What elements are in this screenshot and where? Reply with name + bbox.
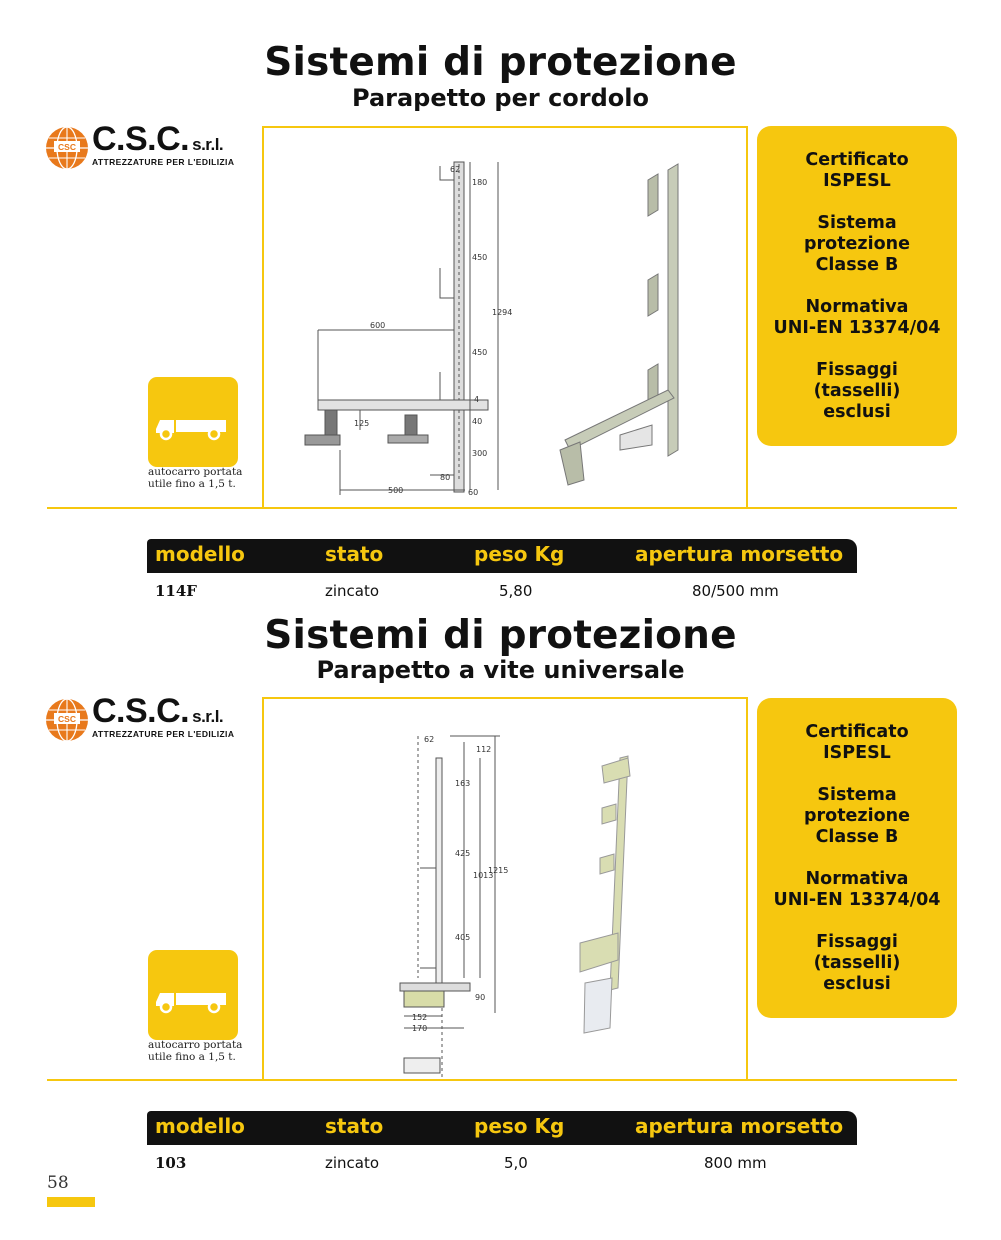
cert-line: Classe B bbox=[815, 255, 899, 275]
dim-label: 450 bbox=[472, 253, 488, 262]
frame-right bbox=[746, 697, 748, 1081]
cert-line: UNI-EN 13374/04 bbox=[773, 318, 941, 338]
section-subtitle: Parapetto a vite universale bbox=[316, 656, 685, 684]
dim-label: 450 bbox=[472, 348, 488, 357]
certificate-box bbox=[757, 698, 957, 1018]
cert-line: (tasselli) bbox=[813, 953, 901, 973]
cert-line: ISPESL bbox=[823, 743, 891, 763]
dim-label: 125 bbox=[354, 419, 370, 428]
logo-name: C.S.C. bbox=[92, 692, 190, 730]
section-subtitle: Parapetto per cordolo bbox=[352, 84, 649, 112]
col-stato: stato bbox=[325, 542, 384, 566]
section-title: Sistemi di protezione bbox=[264, 40, 737, 85]
cell-stato: zincato bbox=[325, 582, 380, 600]
cert-line: Normativa bbox=[805, 869, 909, 889]
dim-label: 112 bbox=[476, 745, 492, 754]
truck-badge bbox=[148, 950, 238, 1040]
col-stato: stato bbox=[325, 1114, 384, 1138]
dim-label: 425 bbox=[455, 849, 471, 858]
cell-apertura: 800 mm bbox=[704, 1154, 767, 1172]
frame-left bbox=[262, 697, 264, 1081]
cert-line: ISPESL bbox=[823, 171, 891, 191]
cert-line: Classe B bbox=[815, 827, 899, 847]
logo-suffix: s.r.l. bbox=[192, 707, 224, 726]
cert-line: protezione bbox=[804, 234, 910, 254]
frame-bottom bbox=[47, 1079, 957, 1081]
page-number: 58 bbox=[47, 1173, 69, 1193]
dim-label: 300 bbox=[472, 449, 488, 458]
cert-line: Fissaggi bbox=[816, 932, 898, 952]
cert-line: Certificato bbox=[805, 722, 909, 742]
cert-line: (tasselli) bbox=[813, 381, 901, 401]
page-number-bar bbox=[47, 1197, 95, 1207]
cert-line: esclusi bbox=[823, 402, 891, 422]
section-title: Sistemi di protezione bbox=[264, 613, 737, 658]
dim-label: 4 bbox=[474, 395, 480, 404]
dim-label: 60 bbox=[468, 488, 479, 497]
logo-tagline: ATTREZZATURE PER L'EDILIZIA bbox=[92, 157, 235, 167]
table-row bbox=[147, 1154, 857, 1176]
globe-icon bbox=[45, 698, 89, 742]
cert-line: protezione bbox=[804, 806, 910, 826]
dim-label: 500 bbox=[388, 486, 404, 495]
cert-line: UNI-EN 13374/04 bbox=[773, 890, 941, 910]
col-apertura: apertura morsetto bbox=[635, 542, 844, 566]
truck-caption: autocarro portata utile fino a 1,5 t. bbox=[148, 1039, 243, 1063]
cert-line: Fissaggi bbox=[816, 360, 898, 380]
cert-line: esclusi bbox=[823, 974, 891, 994]
col-modello: modello bbox=[155, 542, 245, 566]
dim-label: 152 bbox=[412, 1013, 428, 1022]
logo-tagline: ATTREZZATURE PER L'EDILIZIA bbox=[92, 729, 235, 739]
dim-label: 90 bbox=[475, 993, 486, 1002]
dim-label: 40 bbox=[472, 417, 483, 426]
dim-label: 163 bbox=[455, 779, 471, 788]
cell-modello: 114F bbox=[155, 582, 197, 600]
cert-line: Sistema bbox=[817, 213, 897, 233]
dim-label: 405 bbox=[455, 933, 471, 942]
cert-line: Normativa bbox=[805, 297, 909, 317]
cell-apertura: 80/500 mm bbox=[692, 582, 779, 600]
col-peso: peso Kg bbox=[474, 542, 565, 566]
table-header bbox=[147, 1111, 857, 1145]
col-apertura: apertura morsetto bbox=[635, 1114, 844, 1138]
dim-label: 1215 bbox=[488, 866, 509, 875]
dim-label: 1294 bbox=[492, 308, 513, 317]
col-modello: modello bbox=[155, 1114, 245, 1138]
dim-label: 180 bbox=[472, 178, 488, 187]
cell-stato: zincato bbox=[325, 1154, 380, 1172]
company-logo bbox=[45, 692, 260, 746]
cert-line: Sistema bbox=[817, 785, 897, 805]
dim-label: 170 bbox=[412, 1024, 428, 1033]
truck-icon bbox=[148, 950, 238, 1040]
dim-label: 62 bbox=[424, 735, 435, 744]
cell-peso: 5,80 bbox=[499, 582, 533, 600]
technical-drawing-2 bbox=[380, 728, 660, 1078]
cert-line: Certificato bbox=[805, 150, 909, 170]
dim-label: 62 bbox=[450, 165, 461, 174]
dim-label: 600 bbox=[370, 321, 386, 330]
truck-caption: autocarro portata utile fino a 1,5 t. bbox=[148, 466, 243, 490]
logo-name: C.S.C. bbox=[92, 120, 190, 158]
dim-label: 80 bbox=[440, 473, 451, 482]
col-peso: peso Kg bbox=[474, 1114, 565, 1138]
cell-modello: 103 bbox=[155, 1154, 187, 1172]
dim-label: 1013 bbox=[473, 871, 494, 880]
logo-badge: CSC bbox=[58, 714, 76, 724]
frame-top bbox=[262, 697, 748, 699]
logo-badge: CSC bbox=[58, 142, 76, 152]
cell-peso: 5,0 bbox=[504, 1154, 528, 1172]
logo-suffix: s.r.l. bbox=[192, 135, 224, 154]
